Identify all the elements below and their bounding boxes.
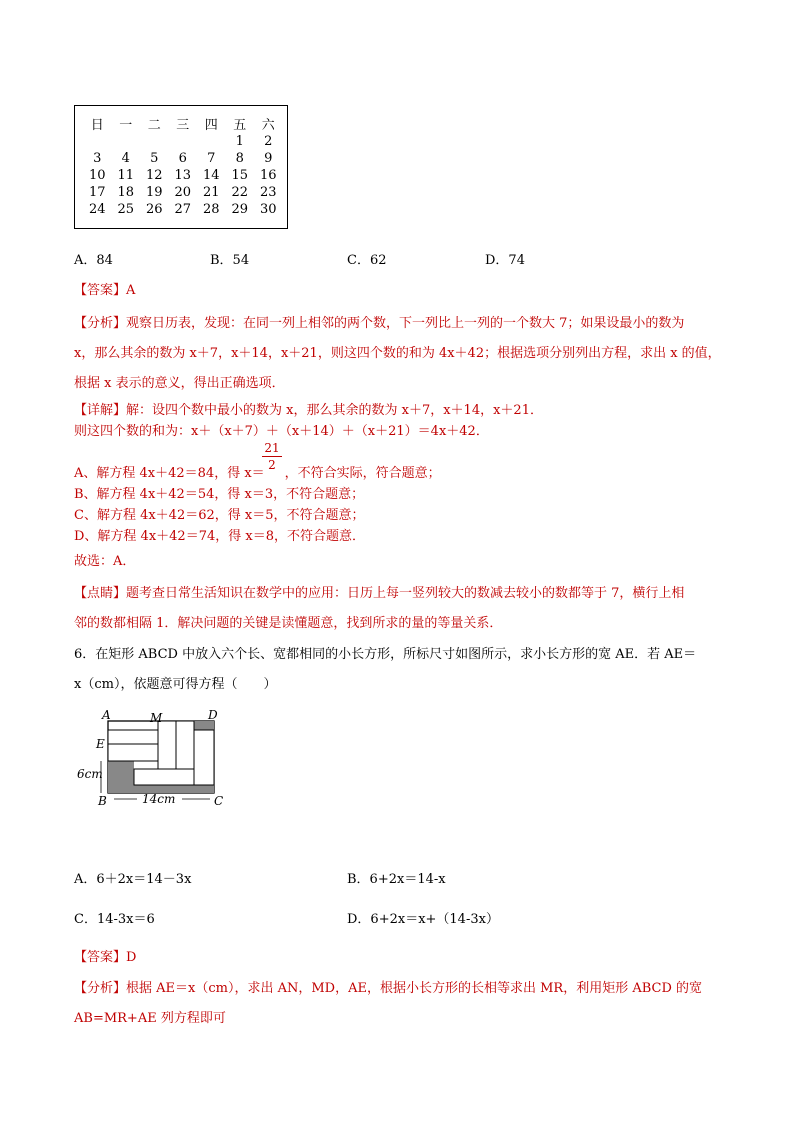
answer-value: D [126,950,137,965]
label-m: M [150,711,163,725]
q6-stem-line-1: 6．在矩形 ABCD 中放入六个长、宽都相同的小长方形，所标尺寸如图所示，求小长方形的宽 AE．若 AE＝ [74,647,697,662]
detail-tag: 【详解】 [74,403,127,418]
day: 11 [117,168,135,183]
day: 18 [117,185,135,200]
calendar-row [83,133,283,150]
day: 29 [231,202,249,217]
q5-detail-line-1 [74,399,543,418]
fraction-numerator: 21 [262,440,282,457]
day [169,133,198,150]
q5-answer [74,279,135,298]
q5-detail-line-d: D、解方程 4x＋42＝74，得 x＝8，不符合题意． [74,529,365,544]
day: 6 [178,151,187,166]
calendar-row [83,150,283,167]
q6-stem-line-2: x（cm），依题意可得方程（ ） [74,677,277,692]
weekday: 日 [90,118,104,133]
day: 30 [259,202,277,217]
day [83,133,112,150]
day: 15 [231,168,249,183]
day: 4 [121,151,130,166]
q6-option-d: D．6+2x＝x+（14-3x） [347,912,499,927]
day [140,133,169,150]
q5-detail-line-c: C、解方程 4x＋42＝62，得 x＝5，不符合题意； [74,508,365,523]
analysis-text: 根据 AE＝x（cm），求出 AN，MD，AE，根据小长方形的长相等求出 MR，利用矩形 ABCD 的宽 [126,981,703,996]
q6-option-a: A．6＋2x＝14－3x [74,872,192,887]
day: 23 [259,185,277,200]
answer-tag: 【答案】 [74,950,127,965]
calendar-table [74,105,288,229]
day: 5 [150,151,159,166]
day: 8 [235,151,244,166]
analysis-tag: 【分析】 [74,981,127,996]
day: 7 [207,151,216,166]
day: 3 [93,151,102,166]
weekday: 四 [204,118,218,133]
q5-detail-line-2: 则这四个数的和为：x＋（x＋7）＋（x＋14）＋（x＋21）＝4x＋42． [74,424,489,439]
comment-text: 题考查日常生活知识在数学中的应用：日历上每一竖列较大的数减去较小的数都等于 7，横行上相 [126,586,685,601]
day [197,133,226,150]
day [112,133,141,150]
fraction-denominator: 2 [268,458,276,472]
day: 26 [145,202,163,217]
day: 1 [235,134,244,149]
fraction-21-over-2 [262,440,282,473]
day: 16 [259,168,277,183]
small-rect-5 [194,730,214,785]
q6-answer [74,946,136,965]
day: 28 [202,202,220,217]
calendar-row [83,167,283,184]
label-d: D [208,708,218,722]
weekday: 一 [119,118,133,133]
day: 2 [264,134,273,149]
day: 25 [117,202,135,217]
rectangle-figure [74,705,234,810]
q5-conclusion: 故选：A． [74,554,136,569]
q5-comment-line-2: 邻的数都相隔 1．解决问题的关键是读懂题意，找到所求的量的等量关系． [74,616,503,631]
q6-analysis-line-2: AB=MR+AE 列方程即可 [74,1011,226,1026]
weekday: 六 [261,118,275,133]
day: 21 [202,185,220,200]
small-rect-6 [134,769,194,785]
day: 9 [264,151,273,166]
q5-analysis-line-3: 根据 x 表示的意义，得出正确选项． [74,376,285,391]
comment-tag: 【点睛】 [74,586,127,601]
label-e: E [96,737,105,751]
day: 13 [174,168,192,183]
shaded-top-right [194,721,214,730]
day: 14 [202,168,220,183]
detail-text: A、解方程 4x＋42＝84，得 x＝ [74,466,265,481]
answer-tag: 【答案】 [74,283,127,298]
small-rect-4 [176,721,194,769]
day: 20 [174,185,192,200]
label-c: C [214,794,224,808]
answer-value: A [126,283,136,298]
day: 17 [88,185,106,200]
q5-option-a: A．84 [74,253,113,268]
day: 10 [88,168,106,183]
calendar-row [83,201,283,218]
label-height: 6cm [77,767,103,781]
label-b: B [98,794,107,808]
weekday: 三 [176,118,190,133]
q6-option-c: C．14-3x＝6 [74,912,155,927]
q5-option-c: C．62 [347,253,387,268]
q6-analysis-line-1 [74,977,702,996]
day: 27 [174,202,192,217]
analysis-text: 观察日历表，发现：在同一列上相邻的两个数，下一列比上一列的一个数大 7；如果设最小的数为 [126,316,685,331]
day: 22 [231,185,249,200]
q5-option-d: D．74 [485,253,525,268]
q5-detail-line-a [74,462,441,481]
label-width: 14cm [142,792,176,806]
small-rect-2 [108,744,158,761]
q6-option-b: B．6+2x＝14-x [347,872,446,887]
day: 12 [145,168,163,183]
q5-analysis-line-1 [74,312,684,331]
label-a: A [102,708,111,722]
q5-analysis-line-2: x，那么其余的数为 x＋7，x＋14，x＋21，则这四个数的和为 4x＋42；根据选项分别列出方程，求出 x 的值， [74,346,721,361]
calendar-header-row [83,114,283,133]
q5-comment-line-1 [74,582,684,601]
weekday: 二 [147,118,161,133]
small-rect-1 [108,730,158,744]
analysis-tag: 【分析】 [74,316,127,331]
day: 24 [88,202,106,217]
detail-text: ，不符合实际，符合题意； [284,466,441,481]
small-rect-3 [158,721,176,769]
calendar-row [83,184,283,201]
weekday: 五 [233,118,247,133]
day: 19 [145,185,163,200]
detail-text: 解：设四个数中最小的数为 x，那么其余的数为 x＋7，x＋14，x＋21． [126,403,543,418]
q5-option-b: B．54 [210,253,250,268]
q5-detail-line-b: B、解方程 4x＋42＝54，得 x＝3，不符合题意； [74,487,365,502]
